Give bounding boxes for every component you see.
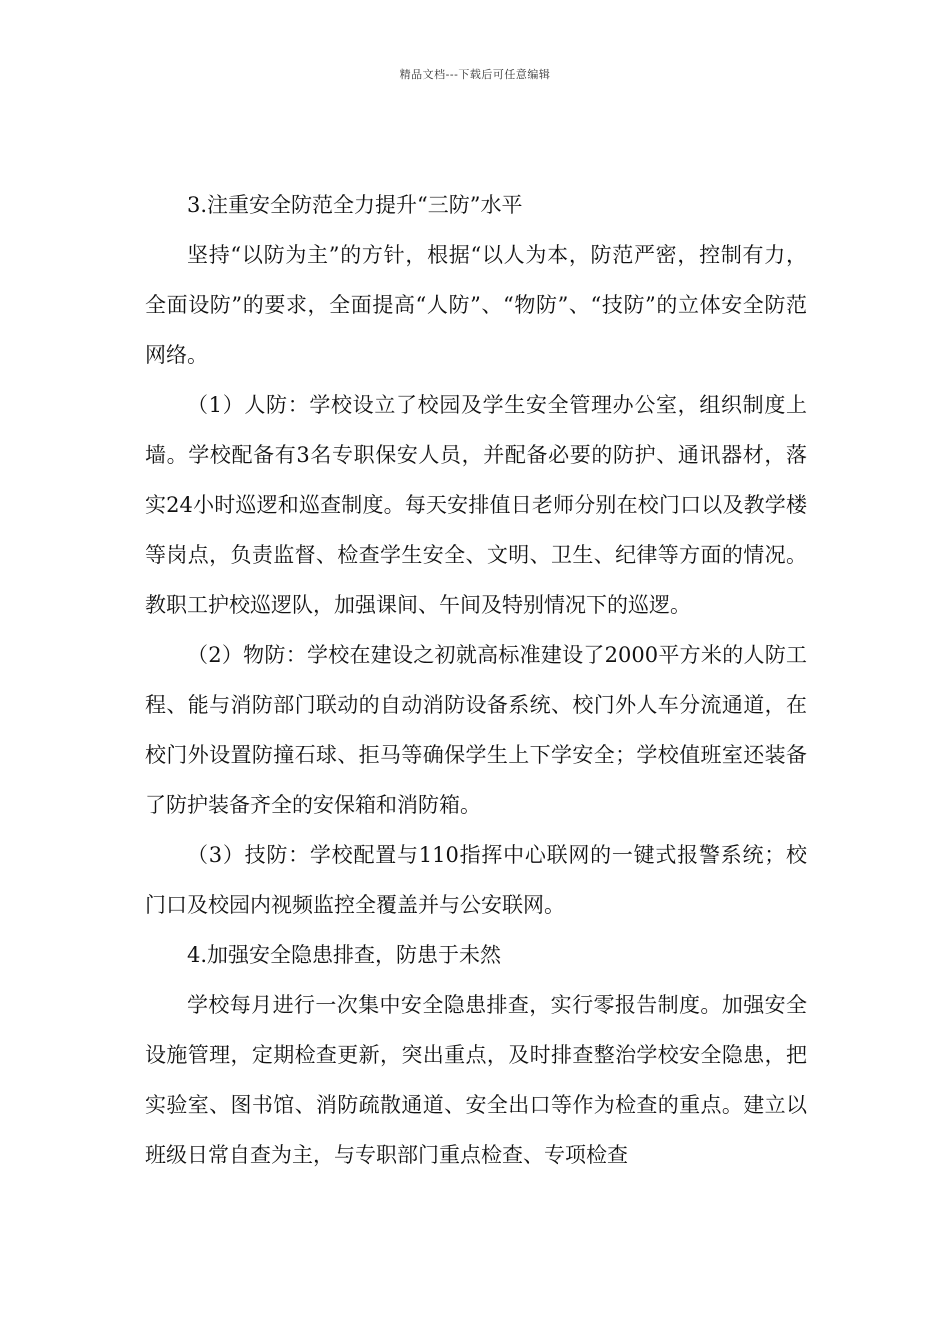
document-body (145, 180, 807, 1180)
paragraph-personnel-defense: （1）人防：学校设立了校园及学生安全管理办公室，组织制度上墙。学校配备有3名专职保安人员，并配备必要的防护、通讯器材，落实24小时巡逻和巡查制度。每天安排值日老师分别在校门口以及教学楼等岗点，负责监督、检查学生安全、文明、卫生、纪律等方面的情况。教职工护校巡逻队，加强课间、午间及特别情况下的巡逻。 (145, 393, 807, 617)
paragraph-hazard-inspection: 学校每月进行一次集中安全隐患排查，实行零报告制度。加强安全设施管理，定期检查更新，突出重点，及时排查整治学校安全隐患，把实验室、图书馆、消防疏散通道、安全出口等作为检查的重点。建立以班级日常自查为主，与专职部门重点检查、专项检查 (145, 993, 807, 1167)
section-heading-3: 3.注重安全防范全力提升“三防”水平 (187, 193, 523, 217)
paragraph-three-defenses-intro: 坚持“以防为主”的方针，根据“以人为本，防范严密，控制有力，全面设防”的要求，全面提高“人防”、“物防”、“技防”的立体安全防范网络。 (145, 243, 807, 367)
section-heading-4: 4.加强安全隐患排查，防患于未然 (187, 943, 502, 967)
paragraph-physical-defense: （2）物防：学校在建设之初就高标准建设了2000平方米的人防工程、能与消防部门联动的自动消防设备系统、校门外人车分流通道，在校门外设置防撞石球、拒马等确保学生上下学安全；学校值班室还装备了防护装备齐全的安保箱和消防箱。 (145, 643, 807, 817)
paragraph-technical-defense: （3）技防：学校配置与110指挥中心联网的一键式报警系统；校门口及校园内视频监控全覆盖并与公安联网。 (145, 843, 807, 917)
page-header: 精品文档---下载后可任意编辑 (399, 68, 551, 81)
